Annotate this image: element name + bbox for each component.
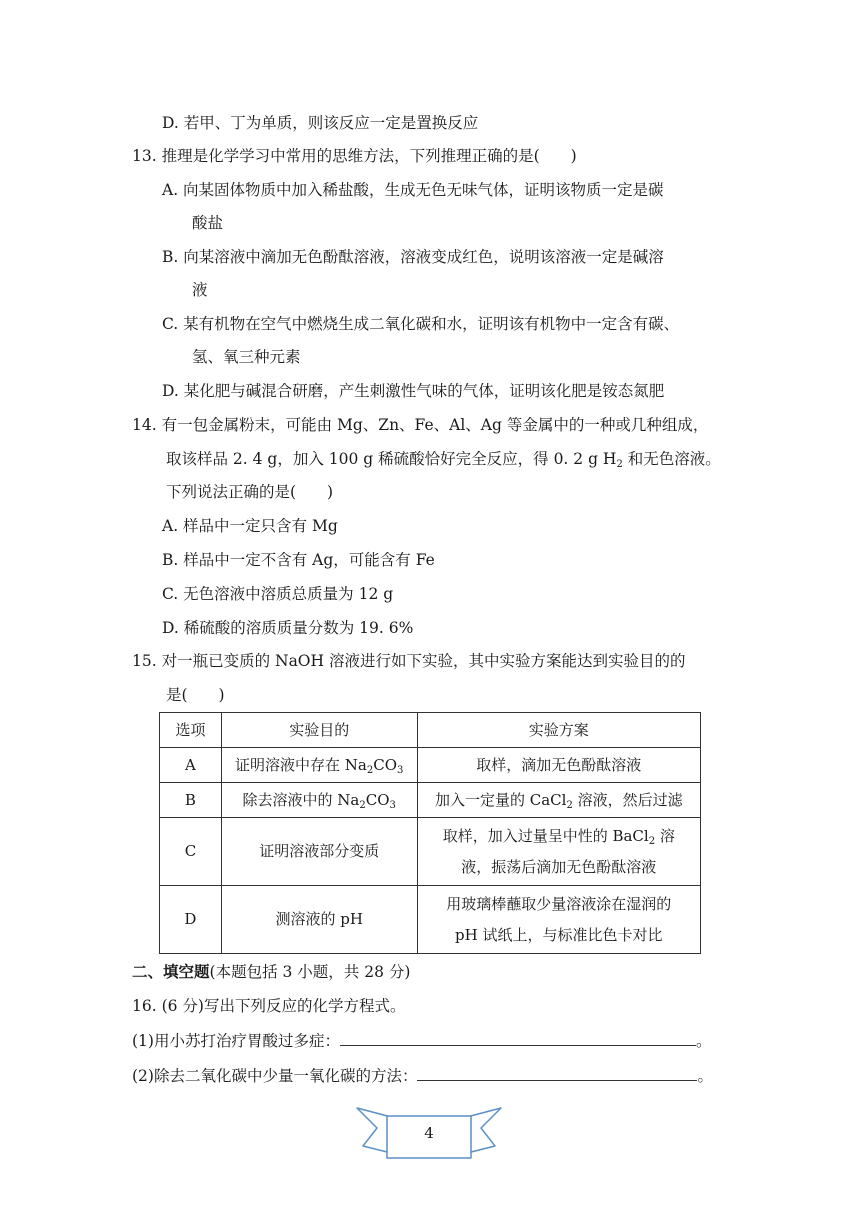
table-row <box>160 783 701 818</box>
table-row <box>160 818 701 886</box>
q13-option-d: D. 某化肥与碱混合研磨，产生刺激性气味的气体，证明该化肥是铵态氮肥 <box>162 382 665 400</box>
q14-stem-line2 <box>166 448 721 470</box>
table-cell-plan <box>417 818 700 886</box>
purpose-subscript-2: 3 <box>389 799 396 811</box>
q13-option-b: B. 向某溶液中滴加无色酚酞溶液，溶液变成红色，说明该溶液一定是碱溶 <box>162 248 664 266</box>
answer-blank-2[interactable] <box>417 1064 697 1081</box>
q13-option-b-cont: 液 <box>192 281 208 299</box>
table-header-purpose: 实验目的 <box>221 713 417 748</box>
table-cell-purpose <box>221 783 417 818</box>
table-cell-purpose: 测溶液的 pH <box>221 886 417 954</box>
q12-option-d: D. 若甲、丁为单质，则该反应一定是置换反应 <box>162 114 479 132</box>
q16-part-2-text: (2)除去二氧化碳中少量一氧化碳的方法： <box>132 1067 418 1085</box>
purpose-text: 证明溶液中存在 Na <box>235 755 367 774</box>
purpose-text: 除去溶液中的 Na <box>242 790 360 809</box>
q14-stem-line2b: 和无色溶液。 <box>622 450 721 468</box>
table-cell-option: B <box>160 783 222 818</box>
purpose-subscript-2: 3 <box>397 764 404 776</box>
purpose-text-end: CO <box>373 755 398 774</box>
table-cell-option: A <box>160 748 222 783</box>
q16-part-2 <box>132 1064 713 1087</box>
table-cell-purpose <box>221 748 417 783</box>
table-cell-plan: 取样，滴加无色酚酞溶液 <box>417 748 700 783</box>
q16-part-2-end: 。 <box>697 1067 713 1085</box>
q16-stem: 16. (6 分)写出下列反应的化学方程式。 <box>132 997 406 1015</box>
section-note: (本题包括 3 小题，共 28 分) <box>209 963 411 981</box>
plan-text: 加入一定量的 CaCl <box>434 790 567 809</box>
purpose-subscript: 2 <box>359 799 366 811</box>
q14-option-c: C. 无色溶液中溶质总质量为 12 g <box>162 585 394 603</box>
page-number-ribbon <box>355 1104 503 1164</box>
plan-text-end: 溶液，然后过滤 <box>572 790 683 809</box>
q16-part-1-end: 。 <box>695 1032 712 1050</box>
table-cell-plan <box>417 886 700 954</box>
section-title: 二、填空题 <box>132 962 210 981</box>
plan-subscript: 2 <box>566 799 573 811</box>
page-number: 4 <box>424 1124 434 1142</box>
q13-stem: 13. 推理是化学学习中常用的思维方法，下列推理正确的是( ) <box>132 147 577 165</box>
q13-option-a: A. 向某固体物质中加入稀盐酸，生成无色无味气体，证明该物质一定是碳 <box>162 181 664 199</box>
table-header-option: 选项 <box>160 713 222 748</box>
q16-part-1-text: (1)用小苏打治疗胃酸过多症： <box>132 1032 340 1050</box>
q14-option-b: B. 样品中一定不含有 Ag，可能含有 Fe <box>162 551 435 569</box>
purpose-subscript: 2 <box>366 764 374 776</box>
plan-text: 用玻璃棒蘸取少量溶液涂在湿润的 <box>446 894 672 913</box>
plan-text-line2: pH 试纸上，与标准比色卡对比 <box>455 925 663 944</box>
answer-blank-1[interactable] <box>340 1029 696 1046</box>
q14-stem-line3: 下列说法正确的是( ) <box>166 483 334 501</box>
h2-subscript: 2 <box>616 459 623 470</box>
table-row <box>160 886 701 954</box>
section-heading <box>132 961 410 983</box>
table-row <box>160 748 701 783</box>
q13-option-a-cont: 酸盐 <box>192 214 224 232</box>
q13-option-c-cont: 氢、氧三种元素 <box>192 348 301 366</box>
q13-option-c: C. 某有机物在空气中燃烧生成二氧化碳和水，证明该有机物中一定含有碳、 <box>162 315 680 333</box>
table-cell-plan <box>417 783 700 818</box>
q14-stem-line2a: 取该样品 2. 4 g，加入 100 g 稀硫酸恰好完全反应，得 0. 2 g H <box>166 450 617 468</box>
purpose-text-end: CO <box>365 790 390 809</box>
q15-stem-line2: 是( ) <box>166 686 225 704</box>
plan-text-end: 溶 <box>655 826 675 845</box>
table-cell-option: C <box>160 818 222 886</box>
plan-text-line2: 液，振荡后滴加无色酚酞溶液 <box>461 857 657 876</box>
table-cell-option: D <box>160 886 222 954</box>
q14-stem: 14. 有一包金属粉末，可能由 Mg、Zn、Fe、Al、Ag 等金属中的一种或几种组成， <box>132 416 709 434</box>
q16-part-1 <box>132 1029 711 1052</box>
table-header-plan: 实验方案 <box>417 713 700 748</box>
experiment-table <box>159 712 701 954</box>
q15-stem: 15. 对一瓶已变质的 NaOH 溶液进行如下实验，其中实验方案能达到实验目的的 <box>132 652 686 670</box>
table-header-row <box>160 713 701 748</box>
q14-option-a: A. 样品中一定只含有 Mg <box>162 517 338 535</box>
plan-text: 取样，加入过量呈中性的 BaCl <box>442 826 649 845</box>
q14-option-d: D. 稀硫酸的溶质质量分数为 19. 6% <box>162 619 414 637</box>
plan-subscript: 2 <box>648 835 656 847</box>
table-cell-purpose: 证明溶液部分变质 <box>221 818 417 886</box>
